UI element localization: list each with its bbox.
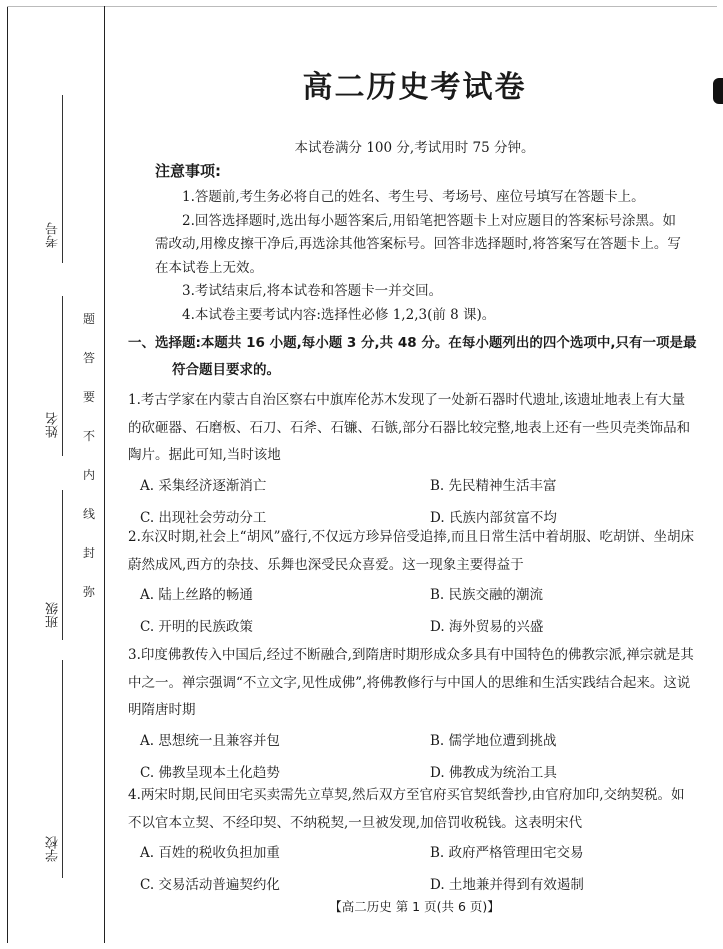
option-c: C. 开明的民族政策 [140, 619, 253, 635]
option-d: D. 氏族内部贫富不均 [430, 509, 557, 526]
page-footer: 【高二历史 第 1 页(共 6 页)】 [329, 899, 500, 914]
exam-no-fill-line [62, 95, 63, 263]
class-fill-line [62, 490, 63, 640]
option-b: B. 民族交融的潮流 [430, 587, 544, 603]
seal-char: 要 [82, 390, 95, 404]
section-heading [128, 330, 710, 384]
seal-char: 封 [82, 546, 95, 560]
school-fill-line [62, 660, 63, 878]
option-d: D. 海外贸易的兴盛 [430, 619, 544, 635]
name-label: 姓名 [46, 412, 61, 438]
option-b: B. 政府严格管理田宅交易 [430, 845, 584, 861]
section-heading-line2: 符合题目要求的。 [172, 362, 280, 378]
school-label: 学校 [46, 836, 61, 862]
question-stem: 1.考古学家在内蒙古自治区察右中旗库伦苏木发现了一处新石器时代遗址,该遗址地表上有大量的砍砸器、石磨板、石刀、石斧、石镰、石镞,部分石器比较完整,地表上还有一些贝壳类饰品和陶片。据此可知,当时该地 [128, 392, 691, 463]
question-options [128, 579, 698, 643]
page-border-top [7, 6, 717, 7]
question-2 [128, 524, 698, 643]
notice-item: 3.考试结束后,将本试卷和答题卡一并交回。 [182, 283, 443, 299]
option-a: A. 陆上丝路的畅通 [140, 587, 253, 603]
question-options [128, 837, 698, 901]
exam-no-label: 考号 [46, 222, 61, 248]
notice-item: 2.回答选择题时,选出每小题答案后,用铅笔把答题卡上对应题目的答案标号涂黑。如需改动,用橡皮擦干净后,再选涂其他答案标号。回答非选择题时,将答案写在答题卡上。写在本试卷上无效。 [155, 212, 681, 276]
seal-char: 答 [82, 351, 95, 365]
name-fill-line [62, 296, 63, 456]
question-4 [128, 782, 698, 901]
notice-item: 1.答题前,考生务必将自己的姓名、考生号、考场号、座位号填写在答题卡上。 [182, 189, 645, 205]
exam-info: 本试卷满分 100 分,考试用时 75 分钟。 [294, 140, 535, 156]
notice-item: 4.本试卷主要考试内容:选择性必修 1,2,3(前 8 课)。 [182, 306, 496, 323]
seal-line-text [80, 312, 98, 599]
option-c: C. 交易活动普遍契约化 [140, 877, 280, 893]
seal-char: 不 [82, 429, 95, 443]
notice-heading: 注意事项: [155, 162, 221, 180]
page-title: 高二历史考试卷 [302, 70, 527, 105]
option-c: C. 出现社会劳动分工 [140, 509, 267, 526]
page-border-left [7, 6, 8, 943]
binding-line [104, 6, 105, 943]
option-d: D. 佛教成为统治工具 [430, 764, 557, 781]
class-label: 班级 [46, 602, 61, 628]
option-c: C. 佛教呈现本土化趋势 [140, 764, 280, 781]
question-3 [128, 642, 698, 789]
question-options [128, 725, 698, 789]
section-heading-line1: 一、选择题:本题共 16 小题,每小题 3 分,共 48 分。在每小题列出的四个选项中,只有一项是最 [128, 335, 697, 351]
question-1 [128, 387, 698, 534]
option-a: A. 采集经济逐渐消亡 [140, 477, 267, 494]
question-stem: 3.印度佛教传入中国后,经过不断融合,到隋唐时期形成众多具有中国特色的佛教宗派,禅宗就是其中之一。禅宗强调“不立文字,见性成佛”,将佛教修行与中国人的思维和生活实践结合起来。这说明隋唐时期 [128, 647, 694, 718]
notice-list [155, 186, 685, 327]
seal-char: 弥 [82, 585, 95, 599]
option-a: A. 思想统一且兼容并包 [140, 732, 280, 749]
question-stem: 2.东汉时期,社会上“胡风”盛行,不仅远方珍异倍受追捧,而且日常生活中着胡服、吃胡饼、坐胡床蔚然成风,西方的杂技、乐舞也深受民众喜爱。这一现象主要得益于 [128, 529, 695, 573]
option-b: B. 儒学地位遭到挑战 [430, 732, 557, 749]
option-a: A. 百姓的税收负担加重 [140, 845, 280, 861]
seal-char: 题 [82, 312, 95, 326]
binding-mark [713, 78, 723, 104]
seal-char: 内 [82, 468, 95, 482]
seal-char: 线 [82, 507, 95, 521]
option-d: D. 土地兼并得到有效遏制 [430, 877, 584, 893]
option-b: B. 先民精神生活丰富 [430, 477, 557, 494]
question-stem: 4.两宋时期,民间田宅买卖需先立草契,然后双方至官府买官契纸誊抄,由官府加印,交纳契税。如不以官本立契、不经印契、不纳税契,一旦被发现,加倍罚收税钱。这表明宋代 [128, 787, 685, 831]
